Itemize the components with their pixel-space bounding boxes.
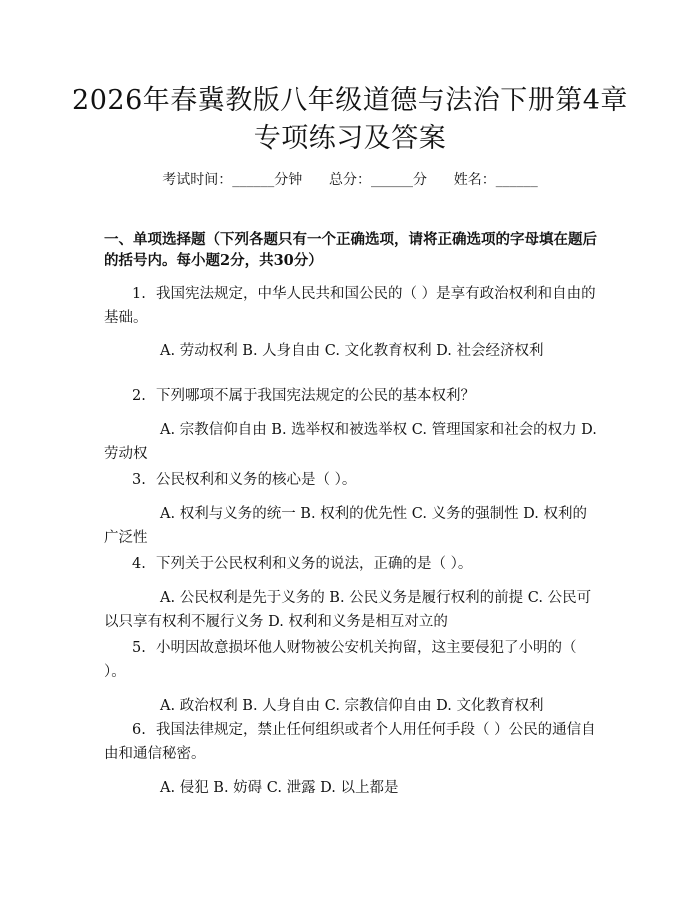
question-number: 2. xyxy=(132,388,146,404)
question-4 xyxy=(104,552,598,634)
question-5 xyxy=(104,636,598,718)
question-stem xyxy=(104,718,598,766)
exam-info-line: 考试时间：______分钟 总分：______分 姓名：______ xyxy=(162,172,538,188)
question-text: 我国宪法规定，中华人民共和国公民的（ ）是享有政治权利和自由的基础。 xyxy=(104,286,596,326)
question-1 xyxy=(104,282,598,363)
question-stem xyxy=(104,636,598,684)
question-2 xyxy=(104,384,598,466)
question-stem xyxy=(104,282,598,330)
question-options: A. 宗教信仰自由 B. 选举权和被选举权 C. 管理国家和社会的权力 D. 劳动权 xyxy=(104,422,597,462)
question-options: A. 侵犯 B. 妨碍 C. 泄露 D. 以上都是 xyxy=(160,780,399,796)
question-text: 下列关于公民权利和义务的说法，正确的是（ ）。 xyxy=(156,556,473,572)
question-text: 公民权利和义务的核心是（ ）。 xyxy=(156,472,357,488)
question-number: 4. xyxy=(132,556,146,572)
question-number: 5. xyxy=(132,640,146,656)
question-number: 6. xyxy=(132,722,146,738)
question-6 xyxy=(104,718,598,800)
question-number: 3. xyxy=(132,472,146,488)
question-options: A. 政治权利 B. 人身自由 C. 宗教信仰自由 D. 文化教育权利 xyxy=(160,698,544,714)
question-options: A. 权利与义务的统一 B. 权利的优先性 C. 义务的强制性 D. 权利的广泛性 xyxy=(104,506,588,546)
question-text: 我国法律规定，禁止任何组织或者个人用任何手段（ ）公民的通信自由和通信秘密。 xyxy=(104,722,596,762)
question-stem xyxy=(104,468,598,492)
question-stem xyxy=(104,384,598,408)
question-stem xyxy=(104,552,598,576)
question-options: A. 公民权利是先于义务的 B. 公民义务是履行权利的前提 C. 公民可以只享有权利不履行义务 D. 权利和义务是相互对立的 xyxy=(104,590,592,630)
question-options: A. 劳动权利 B. 人身自由 C. 文化教育权利 D. 社会经济权利 xyxy=(160,343,544,359)
question-3 xyxy=(104,468,598,550)
question-text: 小明因故意损坏他人财物被公安机关拘留，这主要侵犯了小明的（ ）。 xyxy=(104,640,577,680)
section-heading: 一、单项选择题（下列各题只有一个正确选项，请将正确选项的字母填在题后的括号内。每小题2分，共30分） xyxy=(104,231,597,269)
question-text: 下列哪项不属于我国宪法规定的公民的基本权利？ xyxy=(156,388,475,404)
question-number: 1. xyxy=(132,286,146,302)
document-title: 2026年春冀教版八年级道德与法治下册第4章专项练习及答案 xyxy=(72,85,628,154)
